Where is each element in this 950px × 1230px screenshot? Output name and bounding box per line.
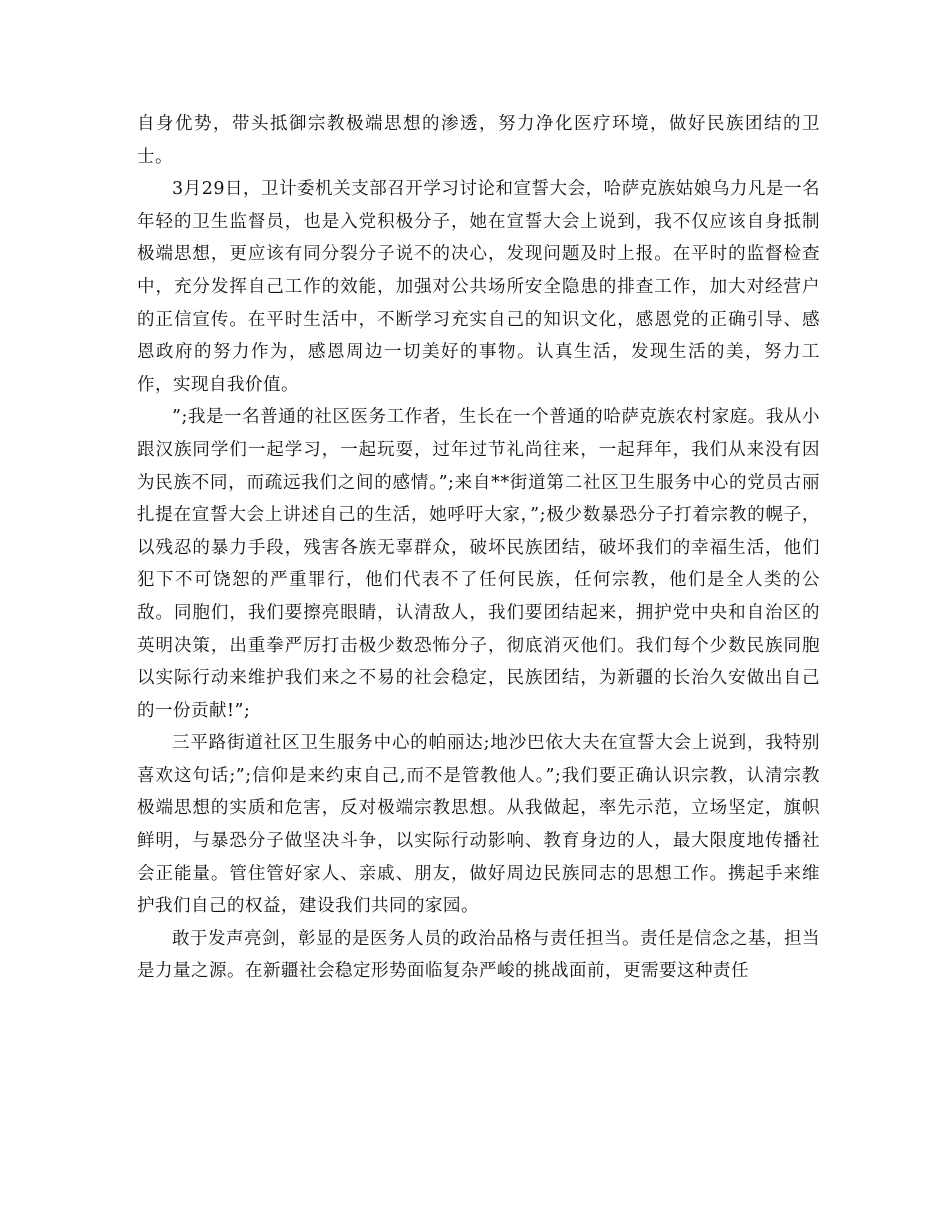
paragraph-palida: 三平路街道社区卫生服务中心的帕丽达;地沙巴依大夫在宣誓大会上说到，我特别喜欢这句话;”;信仰是来约束自己,而不是管教他人。”;我们要正确认识宗教，认清宗教极端思想的实质和危害，反对极端宗教思想。从我做起，率先示范，立场坚定，旗帜鲜明，与暴恐分子做坚决斗争，以实际行动影响、教育身边的人，最大限度地传播社会正能量。管住管好家人、亲戚、朋友，做好周边民族同志的思想工作。携起手来维护我们自己的权益，建设我们共同的家园。 [137, 733, 820, 917]
paragraph-gulizhati: ”;我是一名普通的社区医务工作者，生长在一个普通的哈萨克族农村家庭。我从小跟汉族同学们一起学习，一起玩耍，过年过节礼尚往来，一起拜年，我们从来没有因为民族不同，而疏远我们之间的感情。”;来自**街道第二社区卫生服务中心的党员古丽扎提在宣誓大会上讲述自己的生活，她呼吁大家，”;极少数暴恐分子打着宗教的幌子，以残忍的暴力手段，残害各族无辜群众，破坏民族团结，破坏我们的幸福生活，他们犯下不可饶恕的严重罪行，他们代表不了任何民族，任何宗教，他们是全人类的公敌。同胞们，我们要擦亮眼睛，认清敌人，我们要团结起来，拥护党中央和自治区的英明决策，出重拳严厉打击极少数恐怖分子，彻底消灭他们。我们每个少数民族同胞以实际行动来维护我们来之不易的社会稳定，民族团结，为新疆的长治久安做出自己的一份贡献!”; [137, 407, 820, 721]
paragraph-wulifan: 3月29日，卫计委机关支部召开学习讨论和宣誓大会，哈萨克族姑娘乌力凡是一名年轻的卫生监督员，也是入党积极分子，她在宣誓大会上说到，我不仅应该自身抵制极端思想，更应该有同分裂分子说不的决心，发现问题及时上报。在平时的监督检查中，充分发挥自己工作的效能，加强对公共场所安全隐患的排查工作，加大对经营户的正信宣传。在平时生活中，不断学习充实自己的知识文化，感恩党的正确引导、感恩政府的努力作为，感恩周边一切美好的事物。认真生活，发现生活的美，努力工作，实现自我价值。 [137, 179, 820, 395]
paragraph-responsibility: 敢于发声亮剑，彰显的是医务人员的政治品格与责任担当。责任是信念之基，担当是力量之源。在新疆社会稳定形势面临复杂严峻的挑战面前，更需要这种责任 [137, 928, 820, 982]
paragraph-continuation: 自身优势，带头抵御宗教极端思想的渗透，努力净化医疗环境，做好民族团结的卫士。 [137, 114, 820, 167]
document-body [137, 108, 820, 988]
